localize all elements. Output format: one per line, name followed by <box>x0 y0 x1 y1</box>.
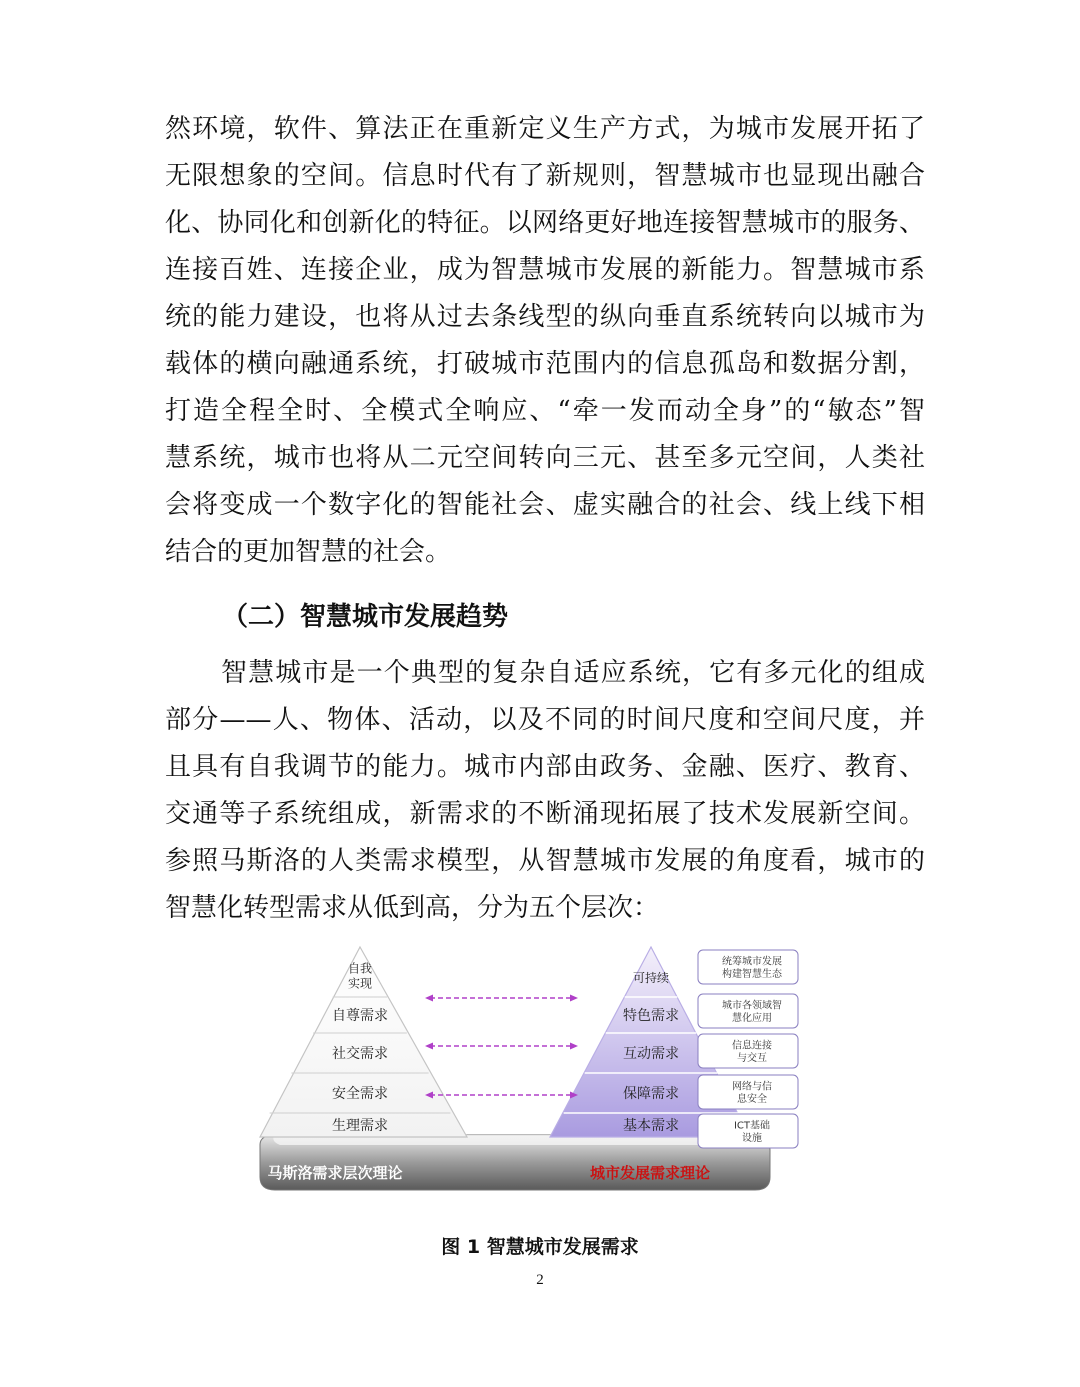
text-line: 载体的横向融通系统，打破城市范围内的信息孤岛和数据分割， <box>165 349 925 379</box>
text-line: 特色需求 <box>623 1007 679 1024</box>
side-note-text <box>722 954 783 980</box>
right-level-label <box>623 1045 679 1062</box>
right-level-label <box>623 1117 679 1134</box>
text-line: 连接百姓、连接企业，成为智慧城市发展的新能力。智慧城市系 <box>165 255 925 285</box>
left-level-label <box>332 1085 388 1102</box>
side-note <box>698 994 798 1028</box>
right-level-label <box>633 970 669 985</box>
text-line: 自我 <box>347 961 373 976</box>
text-line: 城市各领域智 <box>722 1000 782 1012</box>
text-line: 部分——人、物体、活动，以及不同的时间尺度和空间尺度，并 <box>165 705 925 735</box>
text-line: 构建智慧生态 <box>722 968 782 980</box>
text-line: 实现 <box>347 976 373 991</box>
text-line: 智慧城市是一个典型的复杂自适应系统，它有多元化的组成 <box>221 658 925 688</box>
text-line: 网络与信 <box>732 1081 772 1093</box>
text-line: ICT基础 <box>733 1120 771 1132</box>
text-line: 慧系统，城市也将从二元空间转向三元、甚至多元空间，人类社 <box>165 443 925 473</box>
side-note-text <box>732 1079 772 1105</box>
text-line: 息安全 <box>737 1093 767 1105</box>
figure-caption: 图 1 智慧城市发展需求 <box>441 1236 639 1258</box>
text-line: 基本需求 <box>623 1117 679 1134</box>
text-line: 智慧化转型需求从低到高，分为五个层次： <box>165 893 660 923</box>
text-line: 与交互 <box>737 1052 767 1064</box>
text-line: 无限想象的空间。信息时代有了新规则，智慧城市也显现出融合 <box>165 161 925 191</box>
double-arrow <box>425 1043 578 1050</box>
text-line: 安全需求 <box>332 1085 388 1102</box>
text-line: 统的能力建设，也将从过去条线型的纵向垂直系统转向以城市为 <box>165 302 925 332</box>
text-line: 交通等子系统组成，新需求的不断涌现拓展了技术发展新空间。 <box>165 799 925 829</box>
section-heading: （二）智慧城市发展趋势 <box>222 602 509 632</box>
text-line: 互动需求 <box>623 1045 679 1062</box>
right-level-label <box>623 1085 679 1102</box>
text-line: 会将变成一个数字化的智能社会、虚实融合的社会、线上线下相 <box>165 490 925 520</box>
text-line: 可持续 <box>632 971 670 986</box>
paragraph-1 <box>165 106 925 576</box>
text-line: 参照马斯洛的人类需求模型，从智慧城市发展的角度看，城市的 <box>165 846 925 876</box>
side-note-text <box>732 1038 772 1064</box>
text-line: 生理需求 <box>332 1117 388 1134</box>
paragraph-2 <box>165 650 925 932</box>
left-level-label <box>332 1045 388 1062</box>
text-line: 自尊需求 <box>332 1007 388 1024</box>
left-level-label <box>348 961 372 991</box>
right-base-label: 城市发展需求理论 <box>589 1164 711 1182</box>
text-line: 化、协同化和创新化的特征。以网络更好地连接智慧城市的服务、 <box>165 208 925 238</box>
double-arrow <box>425 995 578 1002</box>
demand-pyramid-figure <box>255 945 782 1205</box>
figure-svg <box>255 945 782 1205</box>
text-line: 打造全程全时、全模式全响应、“牵一发而动全身”的“敏态”智 <box>165 396 925 426</box>
text-line: 设施 <box>742 1132 762 1144</box>
text-line: 统筹城市发展 <box>722 956 782 968</box>
side-note <box>698 1034 798 1068</box>
side-note <box>698 1114 798 1148</box>
text-line: 结合的更加智慧的社会。 <box>165 537 452 567</box>
double-arrow <box>425 1092 578 1099</box>
page-number: 2 <box>536 1272 544 1288</box>
text-line: 然环境，软件、算法正在重新定义生产方式，为城市发展开拓了 <box>165 114 925 144</box>
side-note <box>698 1075 798 1109</box>
text-line: 慧化应用 <box>732 1012 772 1024</box>
text-line: 信息连接 <box>732 1040 772 1052</box>
left-base-label: 马斯洛需求层次理论 <box>267 1164 403 1182</box>
text-line: 社交需求 <box>332 1045 388 1062</box>
side-note <box>698 950 798 984</box>
text-line: 且具有自我调节的能力。城市内部由政务、金融、医疗、教育、 <box>165 752 925 782</box>
text-line: 保障需求 <box>623 1085 679 1102</box>
left-level-label <box>332 1007 388 1024</box>
right-level-label <box>623 1007 679 1024</box>
left-level-label <box>332 1117 388 1134</box>
